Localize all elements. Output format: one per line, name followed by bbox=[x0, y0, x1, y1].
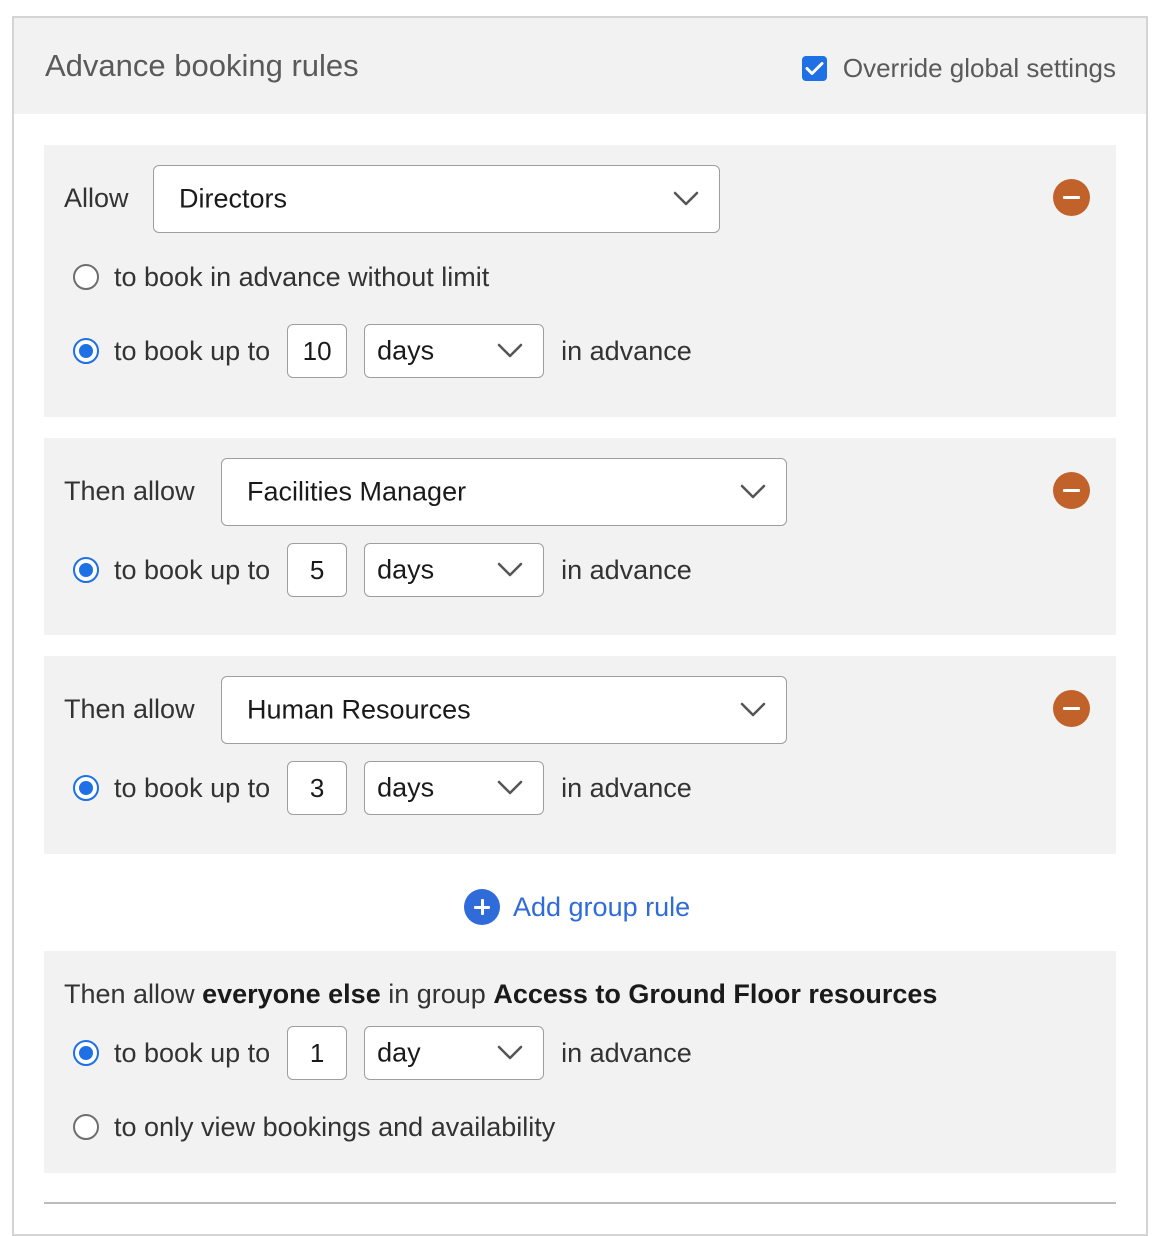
option-book-up-to[interactable] bbox=[73, 760, 692, 816]
group-select[interactable] bbox=[221, 676, 787, 744]
remove-rule-button[interactable] bbox=[1053, 472, 1090, 509]
radio-book-up-to[interactable] bbox=[73, 338, 99, 364]
group-name: Access to Ground Floor resources bbox=[493, 979, 938, 1009]
suffix-text: in advance bbox=[561, 1037, 692, 1068]
panel-header bbox=[14, 18, 1146, 114]
plus-circle-icon bbox=[464, 889, 500, 925]
suffix-text: in advance bbox=[561, 772, 692, 803]
option-book-up-to[interactable] bbox=[73, 323, 692, 379]
unit-select[interactable] bbox=[364, 1026, 544, 1080]
option-view-only-label: to only view bookings and availability bbox=[114, 1111, 556, 1142]
chevron-down-icon bbox=[740, 484, 766, 500]
option-unlimited[interactable] bbox=[73, 249, 489, 305]
radio-book-up-to[interactable] bbox=[73, 557, 99, 583]
radio-book-up-to[interactable] bbox=[73, 775, 99, 801]
option-book-up-to-label: to book up to bbox=[114, 1037, 271, 1068]
option-unlimited-label: to book in advance without limit bbox=[114, 261, 490, 292]
group-select-value: Human Resources bbox=[247, 694, 471, 725]
chevron-down-icon bbox=[497, 1045, 523, 1061]
unit-select-value: day bbox=[377, 1037, 421, 1068]
rule-label: Then allow bbox=[64, 476, 195, 506]
chevron-down-icon bbox=[497, 343, 523, 359]
everyone-else-description bbox=[64, 979, 937, 1010]
amount-input[interactable] bbox=[287, 324, 347, 378]
rule-label: Allow bbox=[64, 183, 129, 213]
option-view-only[interactable] bbox=[73, 1099, 555, 1155]
option-book-up-to[interactable] bbox=[73, 542, 692, 598]
chevron-down-icon bbox=[497, 562, 523, 578]
chevron-down-icon bbox=[740, 702, 766, 718]
remove-rule-button[interactable] bbox=[1053, 690, 1090, 727]
suffix-text: in advance bbox=[561, 554, 692, 585]
radio-view-only[interactable] bbox=[73, 1114, 99, 1140]
remove-rule-button[interactable] bbox=[1053, 179, 1090, 216]
override-label: Override global settings bbox=[842, 53, 1116, 83]
option-book-up-to-label: to book up to bbox=[114, 335, 271, 366]
suffix-text: in advance bbox=[561, 335, 692, 366]
rule-card-3 bbox=[44, 656, 1116, 854]
amount-input[interactable] bbox=[287, 1026, 347, 1080]
option-book-up-to[interactable] bbox=[73, 1025, 692, 1081]
minus-icon bbox=[1063, 707, 1080, 710]
rule-card-1 bbox=[44, 145, 1116, 417]
minus-icon bbox=[1063, 489, 1080, 492]
option-book-up-to-label: to book up to bbox=[114, 554, 271, 585]
group-select-value: Directors bbox=[179, 183, 288, 214]
option-book-up-to-label: to book up to bbox=[114, 772, 271, 803]
amount-input[interactable] bbox=[287, 543, 347, 597]
unit-select[interactable] bbox=[364, 543, 544, 597]
amount-input[interactable] bbox=[287, 761, 347, 815]
group-select-value: Facilities Manager bbox=[247, 476, 467, 507]
override-global-settings[interactable] bbox=[802, 53, 1116, 84]
add-group-rule-button[interactable] bbox=[464, 889, 690, 925]
minus-icon bbox=[1063, 196, 1080, 199]
add-group-rule-label: Add group rule bbox=[513, 891, 691, 922]
rule-card-2 bbox=[44, 438, 1116, 635]
rule-label: Then allow bbox=[64, 694, 195, 724]
panel-title: Advance booking rules bbox=[45, 48, 359, 83]
unit-select[interactable] bbox=[364, 324, 544, 378]
everyone-middle: in group bbox=[388, 979, 486, 1009]
everyone-prefix: Then allow bbox=[64, 979, 195, 1009]
everyone-else-bold: everyone else bbox=[202, 979, 381, 1009]
unit-select-value: days bbox=[377, 335, 435, 366]
radio-unlimited[interactable] bbox=[73, 264, 99, 290]
checkmark-icon bbox=[805, 61, 824, 76]
everyone-else-card bbox=[44, 951, 1116, 1173]
group-select[interactable] bbox=[221, 458, 787, 526]
unit-select-value: days bbox=[377, 772, 435, 803]
advance-booking-panel bbox=[12, 16, 1148, 1236]
chevron-down-icon bbox=[497, 780, 523, 796]
unit-select[interactable] bbox=[364, 761, 544, 815]
group-select[interactable] bbox=[153, 165, 720, 233]
chevron-down-icon bbox=[673, 191, 699, 207]
unit-select-value: days bbox=[377, 554, 435, 585]
radio-book-up-to[interactable] bbox=[73, 1040, 99, 1066]
section-divider bbox=[44, 1202, 1116, 1204]
override-checkbox[interactable] bbox=[802, 56, 827, 81]
